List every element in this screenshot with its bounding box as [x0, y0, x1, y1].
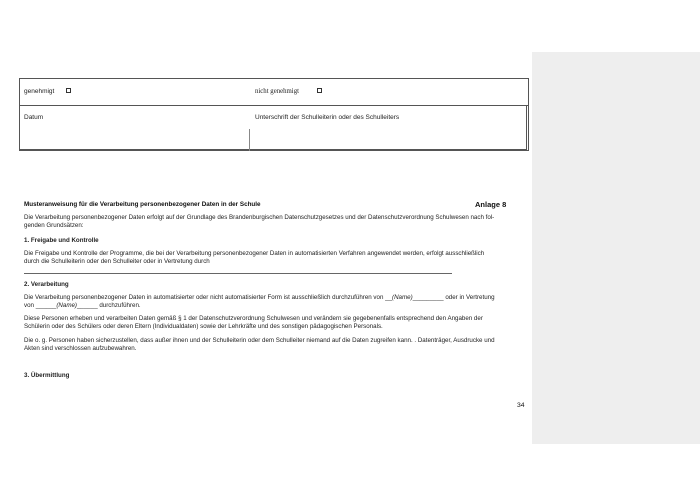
text-segment: von ______ — [24, 302, 57, 309]
nicht-genehmigt-checkbox[interactable] — [317, 88, 322, 93]
section-2-para-3-line-2: Akten sind verschlossen aufzubewahren. — [24, 345, 137, 352]
unterschrift-label: Unterschrift der Schulleiterin oder des Schulleiters — [255, 114, 400, 121]
section-1-line-1: Die Freigabe und Kontrolle der Programme, die bei der Verarbeitung personenbezogener Daten in automatisierten Verfahren angewendet werden, erfolgt ausschließlich — [24, 250, 485, 257]
text-segment: _________ oder in Vertretung — [412, 294, 495, 301]
approval-form-table — [19, 78, 529, 151]
section-1-heading: 1. Freigabe und Kontrolle — [24, 237, 99, 244]
genehmigt-label: genehmigt — [24, 88, 55, 95]
signature-divider — [249, 129, 250, 151]
genehmigt-checkbox[interactable] — [66, 88, 71, 93]
intro-line-2: genden Grundsätzen: — [24, 222, 84, 229]
section-2-para-1-line-1 — [24, 294, 495, 302]
text-segment: Die Verarbeitung personenbezogener Daten in automatisierter oder nicht automatisierter Form ist ausschließlich durchzuführen von __ — [24, 294, 393, 301]
text-segment: ______ durchzuführen. — [76, 302, 141, 309]
signature-row — [20, 106, 527, 150]
intro-line-1: Die Verarbeitung personenbezogener Daten erfolgt auf der Grundlage des Brandenburgischen Datenschutzgesetzes und der Datenschutzverordnung Schulwesen nach fol- — [24, 214, 495, 221]
section-2-para-2-line-1: Diese Personen erheben und verarbeiten Daten gemäß § 1 der Datenschutzverordnung Schulwesen und verändern sie gegebenenfalls entsprechend den Angaben der — [24, 315, 483, 322]
comment-sidebar — [532, 52, 700, 444]
fill-in-line — [24, 273, 452, 274]
section-2-para-2-line-2: Schülerin oder des Schülers oder deren Eltern (Individualdaten) sowie der Lehrkräfte und des sonstigen pädagogischen Personals. — [24, 323, 383, 330]
name-placeholder: (Name) — [56, 302, 77, 309]
anlage-label: Anlage 8 — [475, 200, 507, 209]
section-3-heading: 3. Übermittlung — [24, 372, 70, 379]
page-number: 34 — [517, 402, 525, 409]
section-2-para-3-line-1: Die o. g. Personen haben sicherzustellen, dass außer ihnen und der Schulleiterin oder dem Schulleiter niemand auf die Daten zugreifen kann. . Datenträger, Ausdrucke und — [24, 337, 495, 344]
datum-label: Datum — [24, 114, 44, 121]
approval-row — [20, 79, 528, 106]
section-2-para-1-line-2 — [24, 302, 141, 310]
document-title: Musteranweisung für die Verarbeitung personenbezogener Daten in der Schule — [24, 201, 261, 208]
nicht-genehmigt-label: nicht genehmigt — [255, 88, 299, 95]
section-1-line-2: durch die Schulleiterin oder den Schulleiter oder in Vertretung durch — [24, 258, 210, 265]
name-placeholder: (Name) — [392, 294, 413, 301]
section-2-heading: 2. Verarbeitung — [24, 281, 69, 288]
